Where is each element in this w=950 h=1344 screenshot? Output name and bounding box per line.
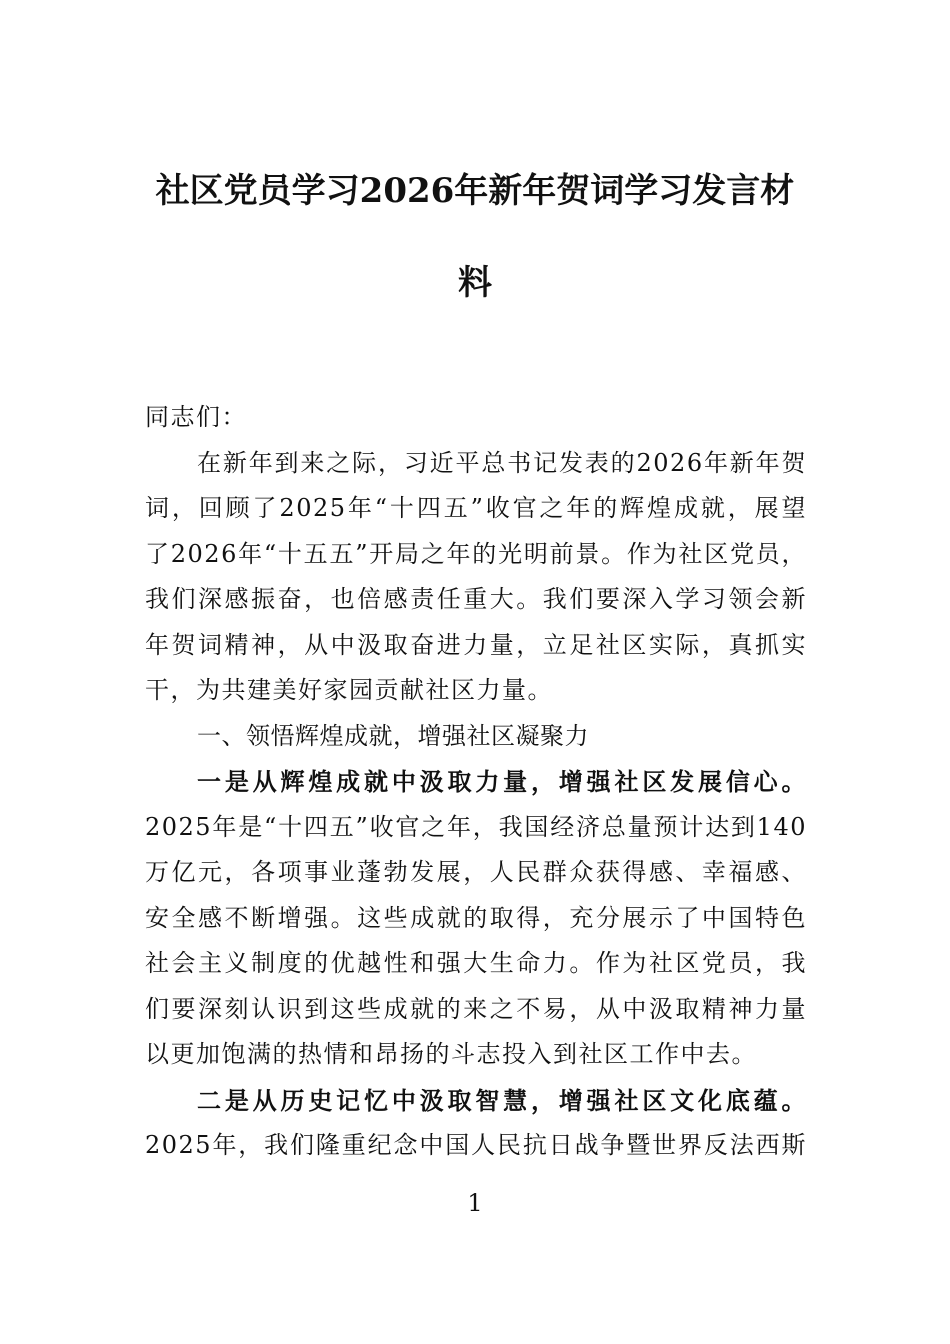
- point-line: 万亿元，各项事业蓬勃发展，人民群众获得感、幸福感、: [145, 858, 807, 886]
- intro-line: 我们深感振奋，也倍感责任重大。我们要深入学习领会新: [145, 585, 807, 613]
- point-heading: 二是从历史记忆中汲取智慧，增强社区文化底蕴。: [197, 1085, 807, 1115]
- point-line: 们要深刻认识到这些成就的来之不易，从中汲取精神力量: [145, 994, 807, 1023]
- page-number: 1: [467, 1189, 483, 1217]
- point-heading: 一是从辉煌成就中汲取力量，增强社区发展信心。: [197, 767, 807, 796]
- point-line: 安全感不断增强。这些成就的取得，充分展示了中国特色: [145, 903, 807, 932]
- salutation: 同志们：: [145, 403, 247, 431]
- intro-line: 年贺词精神，从中汲取奋进力量，立足社区实际，真抓实: [145, 630, 807, 659]
- title-line-2: 料: [458, 263, 492, 303]
- title-line-1: 社区党员学习2026年新年贺词学习发言材: [155, 171, 795, 211]
- intro-line: 词，回顾了2025年“十四五”收官之年的辉煌成就，展望: [145, 494, 807, 522]
- intro-line: 干，为共建美好家园贡献社区力量。: [145, 676, 553, 704]
- point-line: 2025年，我们隆重纪念中国人民抗日战争暨世界反法西斯: [145, 1131, 807, 1159]
- document-title: [140, 145, 810, 329]
- document-body: [145, 395, 807, 1169]
- point-line: 社会主义制度的优越性和强大生命力。作为社区党员，我: [145, 949, 807, 977]
- point-line: 以更加饱满的热情和昂扬的斗志投入到社区工作中去。: [145, 1040, 757, 1068]
- intro-line: 在新年到来之际，习近平总书记发表的2026年新年贺: [197, 448, 807, 477]
- point-line: 2025年是“十四五”收官之年，我国经济总量预计达到140: [145, 812, 807, 841]
- intro-line: 了2026年“十五五”开局之年的光明前景。作为社区党员，: [145, 539, 807, 568]
- section-heading: 一、领悟辉煌成就，增强社区凝聚力: [197, 721, 589, 750]
